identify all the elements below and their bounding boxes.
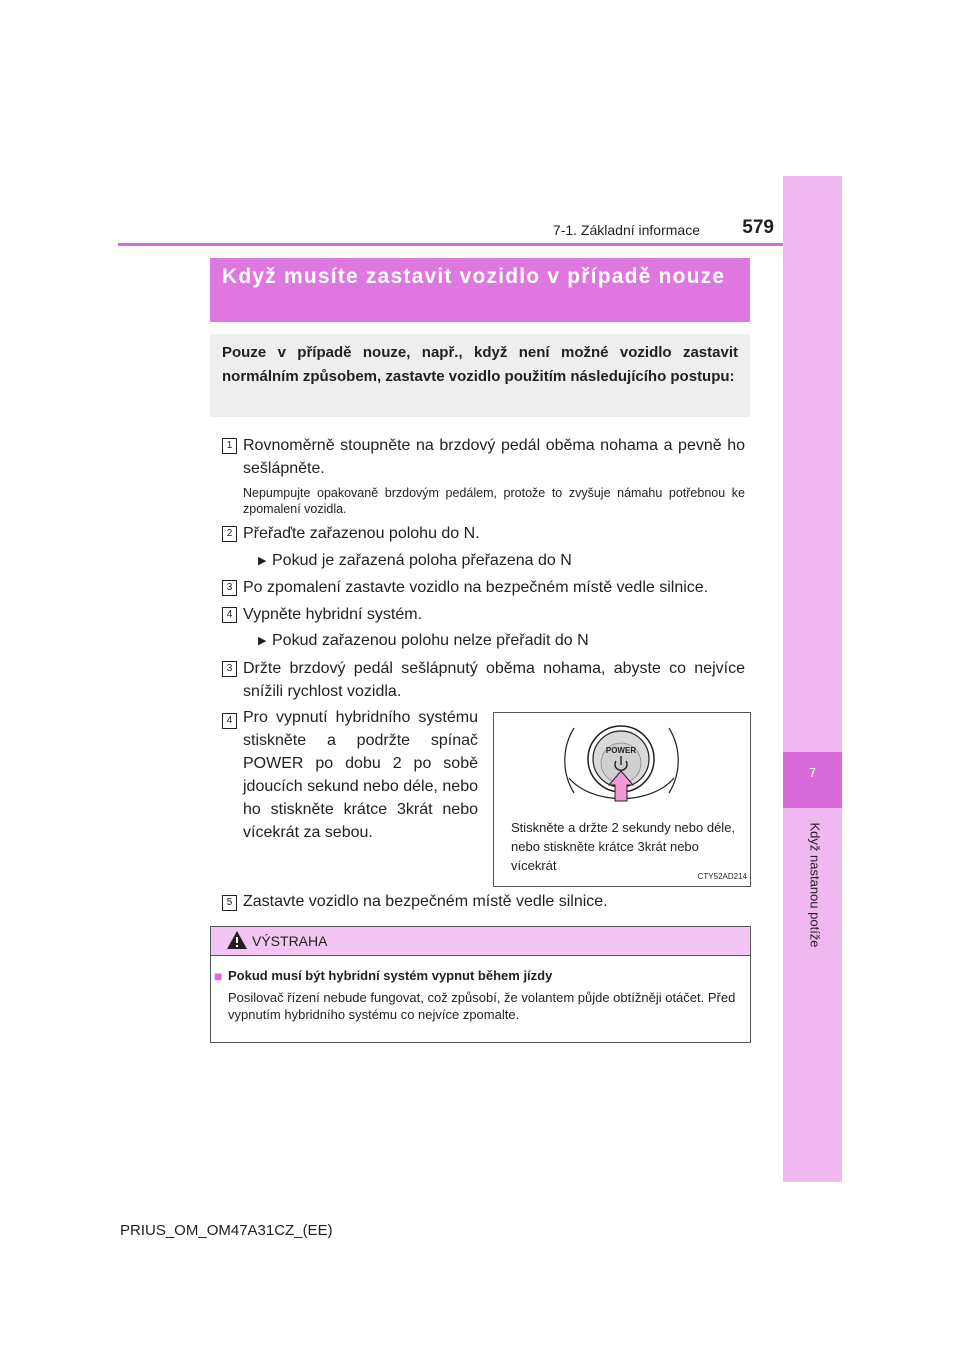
figure-code: CTY52AD214 xyxy=(697,872,747,881)
step-number-4b: 4 xyxy=(222,713,237,729)
chapter-title: Když nastanou potíže xyxy=(807,822,823,948)
step-number-5: 5 xyxy=(222,895,237,911)
figure-caption: Stiskněte a držte 2 sekundy nebo déle, nebo stiskněte krátce 3krát nebo vícekrát xyxy=(511,820,736,873)
chapter-number: 7 xyxy=(808,765,817,780)
step-2-text: Přeřaďte zařazenou polohu do N. xyxy=(243,525,480,542)
chapter-number-box xyxy=(783,752,842,808)
step-1-note: Nepumpujte opakovaně brzdovým pedálem, protože to zvyšuje námahu potřebnou ke zpomalení vozidla. xyxy=(243,486,745,516)
section-header: 7-1. Základní informace xyxy=(552,222,700,238)
branch-2-text: Pokud zařazenou polohu nelze přeřadit do N xyxy=(272,632,589,649)
warning-subtitle: Pokud musí být hybridní systém vypnut během jízdy xyxy=(228,968,553,983)
step-4a-text: Vypněte hybridní systém. xyxy=(243,606,423,623)
square-bullet-icon: ■ xyxy=(214,968,223,984)
power-label: POWER xyxy=(605,746,637,755)
step-number-2: 2 xyxy=(222,526,237,542)
header-rule xyxy=(118,243,783,246)
page-title: Když musíte zastavit vozidlo v případě nouze xyxy=(222,265,726,288)
step-4b-text: Pro vypnutí hybridního systému stiskněte a podržte spínač POWER po dobu 2 po sobě jdoucích sekund nebo déle, nebo ho stiskněte krátce 3krát nebo vícekrát za sebou. xyxy=(243,709,478,841)
step-1-text: Rovnoměrně stoupněte na brzdový pedál oběma nohama a pevně ho sešlápněte. xyxy=(243,437,745,477)
step-number-1: 1 xyxy=(222,438,237,454)
intro-text: Pouze v případě nouze, např., když není možné vozidlo zastavit normálním způsobem, zastavte vozidlo použitím následujícího postupu: xyxy=(222,344,738,385)
branch-arrow-icon: ▶ xyxy=(258,555,267,567)
step-3b-text: Držte brzdový pedál sešlápnutý oběma nohama, abyste co nejvíce snížili rychlost vozidla. xyxy=(243,660,745,700)
branch-arrow-icon: ▶ xyxy=(258,635,267,647)
page-number: 579 xyxy=(742,217,774,238)
chapter-side-tab xyxy=(783,176,842,1182)
step-5-text: Zastavte vozidlo na bezpečném místě vedle silnice. xyxy=(243,893,608,910)
warning-triangle-icon xyxy=(226,930,248,950)
warning-text: Posilovač řízení nebude fungovat, což způsobí, že volantem půjde obtížněji otáčet. Před vypnutím hybridního systému co nejvíce zpomalte. xyxy=(228,990,736,1022)
step-number-3a: 3 xyxy=(222,580,237,596)
footer-code: PRIUS_OM_OM47A31CZ_(EE) xyxy=(120,1222,333,1239)
branch-1-text: Pokud je zařazená poloha přeřazena do N xyxy=(272,552,572,569)
step-number-3b: 3 xyxy=(222,661,237,677)
warning-title: VÝSTRAHA xyxy=(252,933,328,949)
step-number-4a: 4 xyxy=(222,607,237,623)
step-3a-text: Po zpomalení zastavte vozidlo na bezpečném místě vedle silnice. xyxy=(243,579,709,596)
